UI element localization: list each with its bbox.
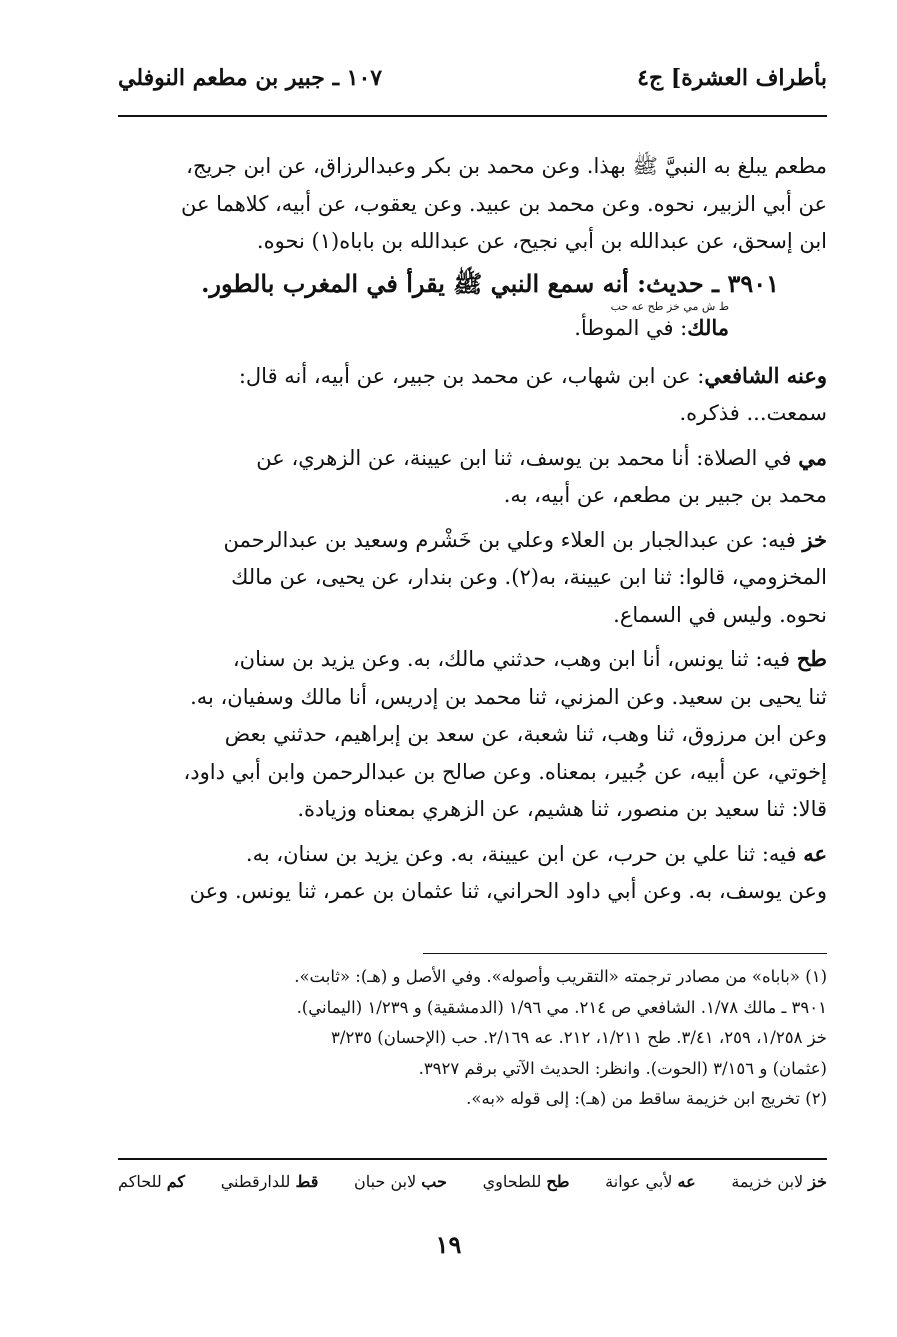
tahawi-paragraph (118, 640, 827, 829)
abbreviation-item (221, 1172, 319, 1191)
footnote-divider (423, 953, 827, 954)
text-line: ثنا يحيى بن سعيد. وعن المزني، ثنا محمد بن إدريس، أنا مالك وسفيان، به. (190, 684, 827, 709)
abbreviations-divider (118, 1158, 827, 1160)
abbreviation-name: لابن حبان (354, 1172, 417, 1191)
text-line: فيه: عن عبدالجبار بن العلاء وعلي بن خَشْرم وسعيد بن عبدالرحمن (223, 527, 803, 552)
text-line: : في الموطأ. (574, 315, 688, 340)
text-line: نحوه. وليس في السماع. (613, 602, 827, 627)
text-line: محمد بن جبير بن مطعم، عن أبيه، به. (503, 483, 827, 507)
abbreviation-code: كم (166, 1172, 186, 1191)
abbreviations-key (118, 1172, 827, 1191)
source-lead: وعنه الشافعي (704, 362, 827, 388)
text-line: سمعت... فذكره. (679, 401, 827, 425)
footnote-line: خز ١/٢٥٨، ٢٥٩، ٣/٤١. طح ١/٢١١، ٢١٢. عه ٢/١٦٩. حب (الإحسان) ٣/٢٣٥ (331, 1028, 827, 1047)
abbreviation-name: للحاكم (118, 1172, 162, 1191)
abbreviation-code: طح (546, 1172, 570, 1191)
header-divider (118, 115, 827, 117)
header-chapter-title: ١٠٧ ـ جبير بن مطعم النوفلي (118, 65, 383, 91)
abbreviation-item (605, 1172, 696, 1191)
text-line: : عن ابن شهاب، عن محمد بن جبير، عن أبيه، أنه قال: (238, 363, 705, 388)
footnote-line: (٢) تخريج ابن خزيمة ساقط من (هـ): إلى قوله «به». (466, 1089, 827, 1108)
text-line: في الصلاة: أنا محمد بن يوسف، ثنا ابن عيينة، عن الزهري، عن (256, 445, 799, 470)
ibn-khuzayma-paragraph (118, 521, 827, 635)
text-line: ابن إسحق، عن عبدالله بن أبي نجيح، عن عبدالله بن باباه(١) نحوه. (256, 229, 827, 253)
abbreviation-code: قط (295, 1172, 319, 1191)
text-line: مطعم يبلغ به النبيَّ ﷺ بهذا. وعن محمد بن بكر وعبدالرزاق، عن ابن جريج، (186, 154, 827, 178)
abbreviation-code: خز (808, 1172, 827, 1191)
footnote-line: (١) «باباه» من مصادر ترجمته «التقريب وأصوله». وفي الأصل و (هـ): «ثابت». (294, 967, 827, 986)
intro-paragraph (118, 148, 827, 261)
text-line: فيه: ثنا يونس، أنا ابن وهب، حدثني مالك، به. وعن يزيد بن سنان، (232, 647, 797, 671)
abbreviation-name: للدارقطني (220, 1172, 291, 1191)
text-line: فيه: ثنا علي بن حرب، عن ابن عيينة، به. وعن يزيد بن سنان، به. (245, 841, 804, 866)
malik-line (118, 313, 827, 343)
page-number: ١٩ (435, 1230, 462, 1259)
abbreviation-item (118, 1172, 185, 1191)
text-line: وعن ابن مرزوق، ثنا وهب، ثنا شعبة، عن سعد بن إبراهيم، حدثني بعض (224, 722, 827, 746)
abbreviation-name: للطحاوي (482, 1172, 542, 1191)
text-line: المخزومي، قالوا: ثنا ابن عيينة، به(٢). وعن بندار، عن يحيى، عن مالك (231, 565, 827, 589)
running-header (118, 58, 827, 98)
abbreviation-name: لابن خزيمة (731, 1172, 804, 1191)
darimi-paragraph (118, 439, 827, 515)
header-book-title: بأطراف العشرة] ج٤ (637, 65, 827, 91)
source-lead: مالك (687, 314, 729, 340)
footnote-line: ٣٩٠١ ـ مالك ١/٧٨. الشافعي ص ٢١٤. مي ١/٩٦ (الدمشقية) و ١/٢٣٩ (اليماني). (296, 997, 827, 1017)
source-lead: خز (802, 526, 827, 552)
text-line: إخوتي، عن أبيه، عن جُبير، بمعناه. وعن صالح بن عبدالرحمن وابن أبي داود، (183, 759, 827, 784)
source-lead: عه (803, 840, 827, 866)
shafii-paragraph (118, 357, 827, 433)
abbreviation-code: عه (677, 1172, 696, 1191)
text-line: عن أبي الزبير، نحوه. وعن محمد بن عبيد. وعن يعقوب، عن أبيه، كلاهما عن (180, 191, 827, 216)
footnotes (118, 962, 827, 1115)
source-sigla: ط ش مي خز طح عه حب (610, 299, 729, 313)
source-lead: مي (798, 444, 827, 470)
main-text (118, 148, 827, 917)
abbreviation-name: لأبي عوانة (605, 1172, 673, 1191)
abbreviation-item (731, 1172, 827, 1191)
footnote-line: (عثمان) و ٣/١٥٦ (الحوت). وانظر: الحديث الآتي برقم ٣٩٢٧. (418, 1058, 827, 1078)
text-line: وعن يوسف، به. وعن أبي داود الحراني، ثنا عثمان بن عمر، ثنا يونس. وعن (189, 879, 827, 903)
abbreviation-code: حب (421, 1172, 447, 1191)
source-lead: طح (796, 646, 827, 671)
hadith-heading: ٣٩٠١ ـ حديث: أنه سمع النبي ﷺ يقرأ في المغرب بالطور. (201, 268, 779, 298)
abu-awana-paragraph (118, 835, 827, 911)
abbreviation-item (483, 1172, 570, 1191)
text-line: قالا: ثنا سعيد بن منصور، ثنا هشيم، عن الزهري بمعناه وزيادة. (297, 797, 827, 821)
abbreviation-item (354, 1172, 447, 1191)
